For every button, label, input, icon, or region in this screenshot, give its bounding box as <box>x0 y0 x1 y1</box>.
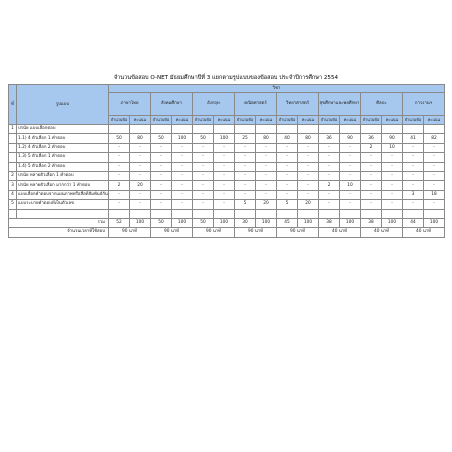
table-cell: 90 <box>340 134 361 143</box>
table-cell: - <box>340 143 361 152</box>
table-cell <box>256 125 277 134</box>
total-cell: 38 <box>319 218 340 227</box>
table-cell: - <box>151 181 172 190</box>
table-cell: - <box>235 153 256 162</box>
table-cell: 100 <box>214 134 235 143</box>
table-cell: - <box>256 171 277 180</box>
table-cell <box>193 125 214 134</box>
total-cell: 100 <box>298 218 319 227</box>
table-cell: 25 <box>235 134 256 143</box>
table-cell: - <box>340 190 361 199</box>
table-cell: 80 <box>298 134 319 143</box>
table-cell: - <box>424 153 445 162</box>
header-score: คะแนน <box>382 116 403 125</box>
table-cell <box>151 125 172 134</box>
empty-cell <box>319 209 340 218</box>
table-cell: - <box>130 153 151 162</box>
table-cell: - <box>361 153 382 162</box>
table-cell: - <box>109 153 130 162</box>
table-cell: - <box>319 143 340 152</box>
header-subject: ศิลปะ <box>361 93 403 116</box>
row-label: 1.4) 5 ตัวเลือก 2 คำตอบ <box>17 162 109 171</box>
table-cell: - <box>361 200 382 209</box>
table-cell: 2 <box>361 143 382 152</box>
table-cell: 50 <box>109 134 130 143</box>
table-cell: 10 <box>340 181 361 190</box>
empty-cell <box>256 209 277 218</box>
header-no: ที่ <box>9 85 17 125</box>
table-cell: - <box>130 171 151 180</box>
table-title: จำนวนข้อสอบ O-NET มัธยมศึกษาปีที่ 3 แยกตามรูปแบบของข้อสอบ ประจำปีการศึกษา 2554 <box>113 75 339 81</box>
table-cell: 90 <box>382 134 403 143</box>
table-cell: 20 <box>256 200 277 209</box>
table-cell: - <box>403 143 424 152</box>
table-cell: - <box>382 162 403 171</box>
table-cell: - <box>256 153 277 162</box>
empty-cell <box>424 209 445 218</box>
empty-cell <box>193 209 214 218</box>
table-cell: 10 <box>382 143 403 152</box>
table-cell: - <box>403 153 424 162</box>
table-cell: - <box>109 143 130 152</box>
total-cell: 100 <box>340 218 361 227</box>
table-cell: - <box>151 190 172 199</box>
table-cell <box>340 125 361 134</box>
table-row <box>9 162 445 171</box>
table-cell: - <box>382 153 403 162</box>
table-cell: - <box>130 190 151 199</box>
time-cell: 90 นาที <box>193 228 235 237</box>
header-count: จำนวนข้อ <box>109 116 130 125</box>
table-cell: - <box>382 181 403 190</box>
table-cell: - <box>340 171 361 180</box>
header-subject: อังกฤษ <box>193 93 235 116</box>
table-cell <box>319 125 340 134</box>
table-cell: - <box>277 143 298 152</box>
table-cell: - <box>424 181 445 190</box>
header-count: จำนวนข้อ <box>193 116 214 125</box>
table-cell: - <box>403 200 424 209</box>
table-cell: - <box>151 143 172 152</box>
time-cell: 90 นาที <box>235 228 277 237</box>
header-subject: ภาษาไทย <box>109 93 151 116</box>
time-cell: 90 นาที <box>109 228 151 237</box>
table-cell: - <box>340 162 361 171</box>
total-cell: 100 <box>256 218 277 227</box>
table-row <box>9 190 445 199</box>
header-score: คะแนน <box>424 116 445 125</box>
header-score: คะแนน <box>130 116 151 125</box>
total-cell: 30 <box>235 218 256 227</box>
time-label: จำนวนเวลาที่ใช้สอบ <box>9 228 109 237</box>
table-cell: - <box>193 143 214 152</box>
table-cell <box>214 125 235 134</box>
table-cell: - <box>130 162 151 171</box>
empty-cell <box>382 209 403 218</box>
table-row <box>9 200 445 209</box>
table-row <box>9 125 445 134</box>
table-cell: 50 <box>193 134 214 143</box>
table-cell: - <box>214 181 235 190</box>
table-cell <box>361 125 382 134</box>
table-cell: - <box>109 162 130 171</box>
empty-cell <box>235 209 256 218</box>
table-cell: - <box>214 200 235 209</box>
table-cell: 80 <box>256 134 277 143</box>
table-cell: - <box>235 143 256 152</box>
table-cell: - <box>361 181 382 190</box>
table-cell: 41 <box>403 134 424 143</box>
table-cell: - <box>256 162 277 171</box>
row-number: 1 <box>9 125 17 134</box>
table-cell: 100 <box>172 134 193 143</box>
table-row <box>9 181 445 190</box>
table-cell: - <box>256 143 277 152</box>
table-cell: - <box>214 153 235 162</box>
table-cell: 5 <box>277 200 298 209</box>
table-cell: - <box>214 190 235 199</box>
table-cell: - <box>151 153 172 162</box>
header-subject-group: วิชา <box>109 85 445 93</box>
total-row <box>9 218 445 227</box>
table-cell: - <box>256 190 277 199</box>
row-number <box>9 134 17 143</box>
row-number <box>9 162 17 171</box>
header-subject: วิทยาศาสตร์ <box>277 93 319 116</box>
table-cell <box>235 125 256 134</box>
empty-cell <box>172 209 193 218</box>
table-cell: 20 <box>130 181 151 190</box>
header-count: จำนวนข้อ <box>319 116 340 125</box>
table-cell: - <box>109 200 130 209</box>
table-cell: - <box>172 200 193 209</box>
table-cell: - <box>319 171 340 180</box>
empty-cell <box>130 209 151 218</box>
table-cell: - <box>424 143 445 152</box>
total-cell: 100 <box>382 218 403 227</box>
empty-cell <box>361 209 382 218</box>
table-cell: - <box>424 171 445 180</box>
header-score: คะแนน <box>256 116 277 125</box>
table-cell: - <box>424 162 445 171</box>
header-score: คะแนน <box>214 116 235 125</box>
table-cell: 36 <box>319 134 340 143</box>
empty-cell <box>17 209 109 218</box>
table-cell <box>298 125 319 134</box>
time-row <box>9 228 445 237</box>
table-cell: - <box>403 162 424 171</box>
table-cell: - <box>298 190 319 199</box>
table-cell: - <box>193 200 214 209</box>
row-label: 1.3) 5 ตัวเลือก 1 คำตอบ <box>17 153 109 162</box>
table-cell: - <box>235 162 256 171</box>
row-label: ปรนัย หลายตัวเลือก 1 คำตอบ <box>17 171 109 180</box>
table-cell: - <box>298 143 319 152</box>
row-number <box>9 153 17 162</box>
table-cell: - <box>172 181 193 190</box>
table-cell: 36 <box>361 134 382 143</box>
table-cell: 40 <box>277 134 298 143</box>
empty-cell <box>277 209 298 218</box>
table-cell: - <box>298 153 319 162</box>
table-cell: - <box>319 153 340 162</box>
table-cell: - <box>298 171 319 180</box>
table-cell: - <box>403 171 424 180</box>
table-cell: - <box>151 171 172 180</box>
header-subject: คณิตศาสตร์ <box>235 93 277 116</box>
table-cell: - <box>256 181 277 190</box>
empty-cell <box>214 209 235 218</box>
table-cell: - <box>193 171 214 180</box>
total-label: รวม <box>9 218 109 227</box>
row-number: 4 <box>9 190 17 199</box>
table-cell: - <box>298 181 319 190</box>
empty-cell <box>9 209 17 218</box>
row-label: ปรนัย แบบเลือกตอบ <box>17 125 109 134</box>
header-score: คะแนน <box>298 116 319 125</box>
table-cell: - <box>361 162 382 171</box>
header-subject: สังคมศึกษา <box>151 93 193 116</box>
table-row <box>9 143 445 152</box>
table-cell: 82 <box>424 134 445 143</box>
header-format: รูปแบบ <box>17 85 109 125</box>
table-cell: - <box>277 181 298 190</box>
table-cell: - <box>109 190 130 199</box>
spacer-row <box>9 209 445 218</box>
row-label: 1.1) 4 ตัวเลือก 1 คำตอบ <box>17 134 109 143</box>
total-cell: 50 <box>193 218 214 227</box>
total-cell: 100 <box>130 218 151 227</box>
table-cell <box>172 125 193 134</box>
header-score: คะแนน <box>340 116 361 125</box>
header-subject: สุขศึกษาและพลศึกษา <box>319 93 361 116</box>
table-cell: - <box>193 181 214 190</box>
total-cell: 100 <box>424 218 445 227</box>
table-cell: - <box>340 200 361 209</box>
row-number: 3 <box>9 181 17 190</box>
table-cell: - <box>277 153 298 162</box>
table-cell: 3 <box>403 190 424 199</box>
total-cell: 100 <box>214 218 235 227</box>
total-cell: 100 <box>172 218 193 227</box>
empty-cell <box>109 209 130 218</box>
total-cell: 52 <box>109 218 130 227</box>
row-number: 2 <box>9 171 17 180</box>
time-cell: 90 นาที <box>277 228 319 237</box>
table-cell <box>277 125 298 134</box>
table-cell: 5 <box>235 200 256 209</box>
table-cell: - <box>361 190 382 199</box>
table-cell: - <box>130 143 151 152</box>
table-cell: - <box>130 200 151 209</box>
table-cell: - <box>319 190 340 199</box>
table-cell <box>424 125 445 134</box>
table-cell: - <box>172 171 193 180</box>
total-cell: 44 <box>403 218 424 227</box>
table-cell: 2 <box>109 181 130 190</box>
table-cell: - <box>235 181 256 190</box>
table-cell <box>109 125 130 134</box>
table-cell: - <box>214 162 235 171</box>
table-row <box>9 171 445 180</box>
total-cell: 38 <box>361 218 382 227</box>
table-cell: - <box>277 162 298 171</box>
table-cell: - <box>193 153 214 162</box>
empty-cell <box>151 209 172 218</box>
total-cell: 50 <box>151 218 172 227</box>
empty-cell <box>403 209 424 218</box>
table-cell: - <box>277 171 298 180</box>
empty-cell <box>340 209 361 218</box>
table-cell: - <box>214 143 235 152</box>
table-cell: - <box>172 143 193 152</box>
table-cell: 20 <box>298 200 319 209</box>
table-cell: - <box>340 153 361 162</box>
time-cell: 90 นาที <box>151 228 193 237</box>
table-cell: 18 <box>424 190 445 199</box>
table-cell: - <box>403 181 424 190</box>
empty-cell <box>298 209 319 218</box>
row-label: แบบเลือกคำตอบจากแผนภาพหรือสื่อที่สัมพันธ์กัน <box>17 190 109 199</box>
table-cell: - <box>382 200 403 209</box>
table-cell: - <box>109 171 130 180</box>
table-cell: 50 <box>151 134 172 143</box>
row-label: 1.2) 4 ตัวเลือก 2 คำตอบ <box>17 143 109 152</box>
table-cell: - <box>193 190 214 199</box>
header-count: จำนวนข้อ <box>403 116 424 125</box>
row-number: 5 <box>9 200 17 209</box>
table-cell <box>403 125 424 134</box>
table-cell <box>382 125 403 134</box>
row-label: ปรนัย หลายตัวเลือก มากกว่า 1 คำตอบ <box>17 181 109 190</box>
header-count: จำนวนข้อ <box>277 116 298 125</box>
table-cell: - <box>172 162 193 171</box>
table-cell: - <box>361 171 382 180</box>
table-cell: - <box>424 200 445 209</box>
table-cell: - <box>235 190 256 199</box>
header-subject: การงานฯ <box>403 93 445 116</box>
header-count: จำนวนข้อ <box>235 116 256 125</box>
table-cell: - <box>298 162 319 171</box>
table-cell: - <box>151 162 172 171</box>
header-count: จำนวนข้อ <box>361 116 382 125</box>
table-cell <box>130 125 151 134</box>
table-cell: - <box>172 153 193 162</box>
time-cell: 40 นาที <box>361 228 403 237</box>
table-cell: - <box>382 190 403 199</box>
table-cell: - <box>319 162 340 171</box>
exam-format-table <box>8 84 445 238</box>
row-number <box>9 143 17 152</box>
table-cell: - <box>277 190 298 199</box>
table-cell: - <box>382 171 403 180</box>
time-cell: 40 นาที <box>403 228 445 237</box>
table-cell: - <box>172 190 193 199</box>
table-cell: - <box>319 200 340 209</box>
time-cell: 40 นาที <box>319 228 361 237</box>
table-cell: 80 <box>130 134 151 143</box>
table-cell: - <box>214 171 235 180</box>
table-cell: 2 <box>319 181 340 190</box>
table-cell: - <box>151 200 172 209</box>
header-score: คะแนน <box>172 116 193 125</box>
row-label: แบบระบายคำตอบที่เป็นตัวเลข <box>17 200 109 209</box>
table-cell: - <box>193 162 214 171</box>
table-row <box>9 153 445 162</box>
table-cell: - <box>235 171 256 180</box>
table-row <box>9 134 445 143</box>
total-cell: 45 <box>277 218 298 227</box>
header-count: จำนวนข้อ <box>151 116 172 125</box>
